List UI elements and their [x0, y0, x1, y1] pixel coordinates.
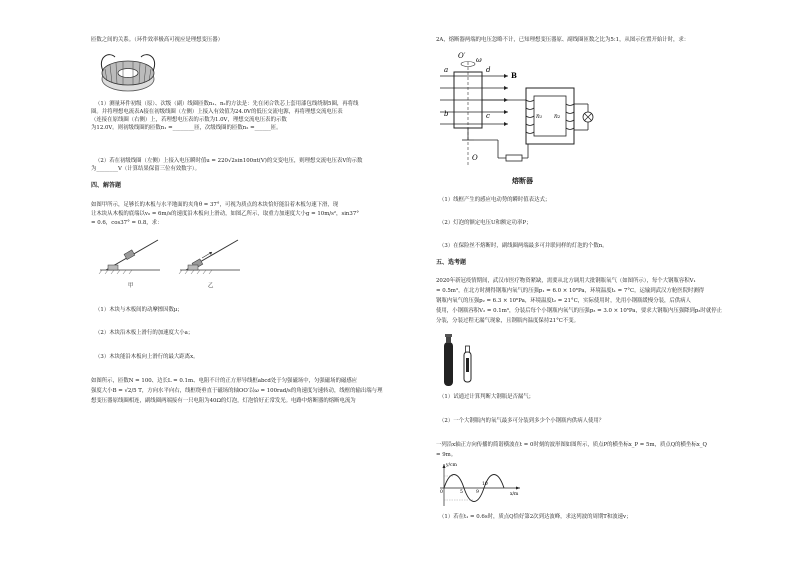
figure-label-jia: 甲 — [128, 283, 134, 289]
wave-tick: 0 — [440, 490, 443, 495]
figure-label-yi: 乙 — [208, 283, 214, 289]
left-intro-line: 匝数之间的关系。（环件效率极高可视应是理想变压器） — [91, 37, 224, 43]
label-d: d — [486, 66, 491, 74]
gas-line: = 0.5m³，在北方时测得钢瓶内氧气的压强p₁ = 6.0 × 10⁶Pa，环境温度t₁ = 7°C，运输到武汉方舱医院时测得 — [436, 288, 705, 294]
label-b: b — [444, 110, 449, 118]
label-a: a — [444, 66, 449, 74]
oxygen-cylinder-image — [440, 332, 480, 388]
gas-q1: （1）试通过计算判断大钢瓶是否漏气； — [439, 394, 535, 400]
right-intro: 2A，熔断器两端的电压忽略不计，已知理想变压器原、副线圈匝数之比为5:1，从图示位置开始计时，求： — [436, 37, 690, 43]
gas-line: 钢瓶内氧气的压强p₂ = 6.3 × 10⁶Pa，环境温度t₂ = 21°C，实际使用时，先用小钢瓶缓慢分装，后供病人 — [436, 298, 691, 304]
label-n2: n₂ — [554, 113, 561, 120]
gas-line: 分装，分装过程无漏气现象，且钢瓶内温度保持21°C不变。 — [436, 318, 580, 324]
label-b-field: B — [511, 71, 517, 80]
left-q1-line: 为12.0V。则初级线圈的匝数n₁ =________匝，次级线圈的匝数n₂ =______匝。 — [91, 125, 282, 131]
wave-line: = 9m。 — [436, 452, 457, 458]
ring-transformer-image — [95, 49, 161, 95]
wave-axis-y-label: y/cm — [446, 463, 457, 468]
wave-tick: 10 — [482, 482, 488, 487]
generator-line: 想变压器原线圈相连，副线圈两端接有一只电阻为40Ω的灯泡，灯泡恰好正常发光。电路中熔断器的熔断电流为 — [91, 398, 356, 404]
generator-line: 如图所示，匝数N = 100、边长L = 0.1m、电阻不计的正方形导线框abcd处于匀强磁场中，匀强磁场的磁感应 — [91, 378, 358, 384]
wave-tick: 9 — [476, 490, 479, 495]
generator-q1: （1）线框产生的感应电动势的瞬时值表达式； — [439, 197, 551, 203]
wave-graph — [436, 460, 526, 510]
wave-line: 一列沿x轴正方向传播的简谐横波在t = 0时刻的波形图如图所示，质点P的横坐标x_P = 5m，质点Q的横坐标x_Q — [436, 442, 707, 448]
section-heading-5: 五、选考题 — [436, 259, 467, 266]
incline-sub-q3: （3）木块能沿木板向上滑行的最大距离x。 — [95, 354, 199, 360]
left-q2-line: 为________V（计算结果保留三位有效数字）。 — [91, 166, 201, 172]
left-q1-line: 圈。并将理想电流表A接在初级线圈（左侧）上接入有效值为24.0V的低压交流电源，再将理想交流电压表 — [91, 109, 343, 115]
gas-line: 使用，小钢瓶容积V₂ = 0.1m³，分装后每个小钢瓶内氧气的压强p₃ = 3.0 × 10⁵Pa，要求大钢瓶内压强降到p₃时就停止 — [436, 308, 722, 314]
left-q2-line: （2）若在初级线圈（左侧）上接入电压瞬时值u = 220√2sin100πt(V)的交变电压，则理想交流电压表V的示数 — [95, 158, 363, 164]
gas-q2: （2）一个大钢瓶内的氧气最多可分装到多少个小钢瓶内供病人使用？ — [439, 418, 605, 424]
wave-axis-x-label: x/m — [510, 492, 519, 497]
generator-line: 强度大小B = √2/5 T，方向水平向右，线框绕垂直于磁场的轴OO′以ω = 100rad/s的角速度匀速转动，线框的输出端与理 — [91, 388, 383, 394]
wave-tick: 5 — [460, 490, 463, 495]
wave-q1: （1）若在t₁ = 0.6s时，质点Q恰好第2次到达波峰，求这列波的周期T和波速v； — [439, 514, 632, 520]
incline-intro-line: 如图甲所示，足够长的木板与水平地面的夹角θ = 37°，可视为质点的木块恰好能沿着木板匀速下滑，现 — [91, 202, 339, 208]
fuse-label: 熔断器 — [512, 176, 533, 185]
label-o-prime: O′ — [458, 52, 466, 60]
left-q1-line: （连接在原线圈（右侧）上，若理想电压表的示数为1.0V，理想交流电压表的示数 — [91, 117, 287, 123]
incline-intro-line: 让木块从木板的底端以v₀ = 6m/s的速度沿木板向上滑动，如图乙所示，取重力加速度大小g = 10m/s²，sin37° — [91, 211, 359, 217]
gas-line: 2020年新冠疫情期间，武汉市医疗物资紧缺，需要从北方调用大批钢瓶氧气（如图所示），每个大钢瓶容积V₁ — [436, 278, 696, 284]
label-omega: ω — [476, 56, 482, 64]
generator-circuit-diagram — [438, 48, 608, 190]
generator-q2: （2）灯泡的额定电压U和额定功率P； — [439, 220, 532, 226]
incline-figure-yi — [180, 230, 250, 280]
left-q1-line: （1）测量环件初级（原）、次级（副）线圈匝数n₁、n₂的方法是：先在闭合铁芯上套用漆包线绕制5圈，再将线 — [95, 101, 359, 107]
label-c: c — [486, 112, 490, 120]
generator-q3: （3）在保险丝不熔断时，副线圈两端最多可并联同样的灯泡的个数n。 — [439, 243, 608, 249]
incline-sub-q1: （1）木块与木板间的动摩擦因数μ； — [95, 307, 183, 313]
label-n1: n₁ — [536, 113, 543, 120]
incline-figure-jia — [100, 230, 170, 280]
section-heading-4: 四、解答题 — [91, 182, 122, 189]
label-o: O — [472, 154, 478, 162]
incline-intro-line: = 0.6，cos37° = 0.8，求： — [91, 220, 163, 226]
incline-sub-q2: （2）木块沿木板上滑行的加速度大小a； — [95, 330, 194, 336]
